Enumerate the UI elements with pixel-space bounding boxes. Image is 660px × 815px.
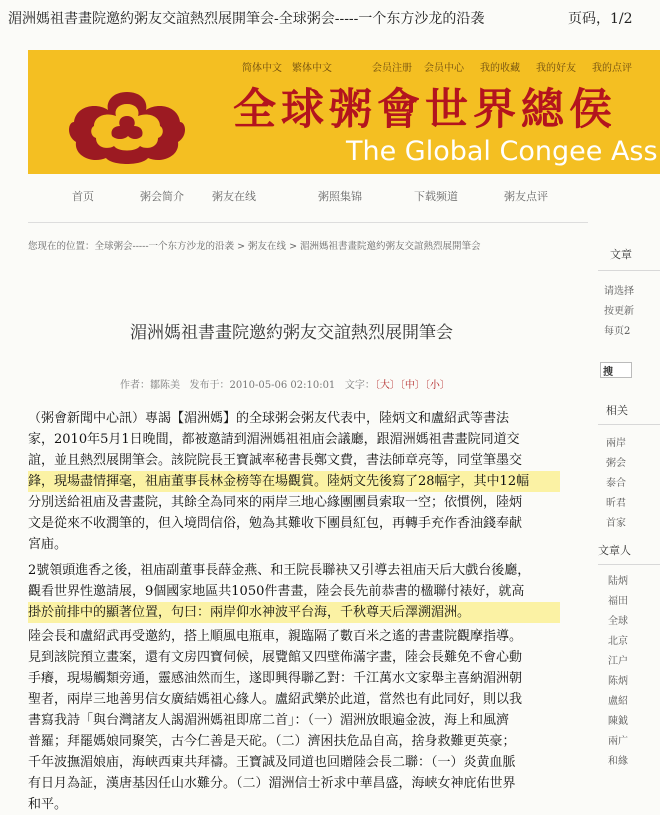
date-label: 发布于： (189, 380, 230, 391)
text-line: 誼，並且熱烈展開筆会。該院院長王寶誠率秘書長鄭文費，書法師章亮等，同堂筆墨交 (28, 453, 523, 468)
link-traditional-chinese[interactable]: 繁体中文 (292, 63, 332, 74)
right-sidebar (598, 230, 660, 795)
banner-title-chinese: 全球粥會世界總侯 (233, 85, 617, 135)
link-my-reviews[interactable]: 我的点评 (592, 63, 632, 74)
article-paragraph-1 (28, 408, 560, 555)
sidebar-person-item[interactable]: 北京 (608, 636, 628, 647)
link-member-center[interactable]: 会员中心 (424, 63, 464, 74)
font-size-large[interactable]: 〔大〕 (374, 380, 400, 391)
text-line: 千年波撫湄娘庙，海峡西東共拜禱。王寶誠及同道也回贈陸会長二聯：（一）炎黄血脈 (28, 755, 516, 770)
article-title: 湄洲媽祖書畫院邀約粥友交誼熱烈展開筆会 (130, 323, 453, 343)
sidebar-related-item[interactable]: 昕君 (606, 498, 626, 509)
sidebar-person-item[interactable]: 福田 (608, 596, 628, 607)
article-paragraph-3 (28, 626, 560, 815)
author-label: 作者： (120, 380, 150, 391)
sidebar-person-item[interactable]: 兩广 (608, 736, 628, 747)
sidebar-person-item[interactable]: 陆炳 (608, 576, 628, 587)
sidebar-per-page[interactable]: 每页2 (604, 326, 631, 337)
sidebar-heading-article: 文章 (610, 248, 632, 261)
article-meta (120, 376, 450, 391)
text-line: 和平。 (28, 797, 68, 812)
text-line: 陸会長和盧紹武再受邀約，搭上順風电瓶車，親臨隔了數百米之遙的書畫院觀摩指導。 (28, 629, 523, 644)
sidebar-person-item[interactable]: 全球 (608, 616, 628, 627)
nav-about[interactable]: 粥会简介 (140, 190, 184, 203)
sidebar-divider (598, 270, 660, 271)
sidebar-person-item[interactable]: 陈炳 (608, 676, 628, 687)
sidebar-related-item[interactable]: 粥会 (606, 458, 626, 469)
text-line: 分別送給祖庙及書畫院，其餘全為同來的兩岸三地心緣團團員索取一空；依慣例，陸炳 (28, 495, 523, 510)
link-simplified-chinese[interactable]: 简体中文 (242, 63, 282, 74)
text-line: 手癢，現場觸類旁通，靈感油然而生，遂即興得聯乙對：千江萬水文家舉主喜納湄洲朝 (28, 671, 523, 686)
nav-divider (28, 222, 588, 223)
text-line: 掛於前排中的顯著位置，句曰：兩岸仰水神波平台海，千秋尊天后澤溯湄洲。 (28, 602, 560, 623)
sidebar-divider (598, 424, 660, 425)
text-line: 普羅；拜罷媽娘同聚笑，古今仁善是天砣。（二）濟困扶危品自高，捨身救難更英豪； (28, 734, 516, 749)
text-line: 鋒，現場盡情揮毫，祖庙董事長林金榜等在場觀賞。陸炳文先後寫了28幅字，其中12幅 (28, 471, 560, 492)
link-member-register[interactable]: 会员注册 (372, 63, 412, 74)
text-line: 2號領頭進香之後，祖庙副董事長薛金燕、和王院長聯袂又引導去祖庙天后大戲台後廳， (28, 563, 531, 578)
text-line: 家，2010年5月1日晚間，都被邀請到湄洲媽祖祖庙会議廳，跟湄洲媽祖書畫院同道交 (28, 432, 520, 447)
sidebar-heading-people: 文章人 (598, 544, 631, 557)
text-line: 宮庙。 (28, 537, 68, 552)
breadcrumb[interactable]: 您现在的位置：全球粥会-----一个东方沙龙的沿袭 > 粥友在线 > 湄洲媽祖書畫院邀約粥友交誼熱烈展開筆会 (28, 241, 481, 252)
text-line: 見到該院預立畫案，還有文房四寶伺候，展覽館又四壁佈滿字畫，陸会長難免不會心動 (28, 650, 523, 665)
sidebar-sort-by-update[interactable]: 按更新 (604, 306, 634, 317)
sidebar-person-item[interactable]: 盧紹 (608, 696, 628, 707)
text-line: 聖者，兩岸三地善男信女廣結媽祖心緣人。盧紹武樂於此道，當然也有此同好，則以我 (28, 692, 523, 707)
nav-friends-online[interactable]: 粥友在线 (212, 190, 256, 203)
sidebar-sort-select[interactable]: 请选择 (604, 286, 634, 297)
publish-date: 2010-05-06 02:10:01 (229, 380, 336, 391)
text-line: 書寫我詩「與台灣諸友人謁湄洲媽祖即席二首」：（一）湄洲放眼遍金波，海上和風濟 (28, 713, 510, 728)
font-size-medium[interactable]: 〔中〕 (399, 380, 425, 391)
sidebar-related-item[interactable]: 兩岸 (606, 438, 626, 449)
text-line: 觀看世界性邀請展，9個國家地區共1050件書畫，陸会長先前恭書的楹聯付裱好，就高 (28, 584, 525, 599)
text-line: 有日月為証，漢唐基因任山水難分。（二）湄洲信士祈求中華昌盛，海峡女神庇佑世界 (28, 776, 516, 791)
link-my-friends[interactable]: 我的好友 (536, 63, 576, 74)
nav-downloads[interactable]: 下载频道 (414, 190, 458, 203)
page-number: 页码，1/2 (568, 11, 633, 27)
font-size-small[interactable]: 〔小〕 (424, 380, 450, 391)
sidebar-search-button[interactable] (600, 362, 632, 378)
sidebar-person-item[interactable]: 和緣 (608, 756, 628, 767)
nav-home[interactable]: 首页 (72, 190, 94, 203)
sidebar-heading-related: 相关 (606, 404, 628, 417)
site-banner (28, 50, 660, 174)
nav-reviews[interactable]: 粥友点评 (504, 190, 548, 203)
text-line: 文是從來不收潤筆的，但入境問信俗，勉為其難收下團員紅包，再轉手充作香油錢奉献 (28, 516, 523, 531)
banner-title-english: The Global Congee Ass (346, 136, 658, 167)
sidebar-divider (598, 564, 660, 565)
congee-society-logo (62, 86, 192, 168)
author-name: 鄒陈美 (150, 380, 180, 391)
document-header-title: 湄洲媽祖書畫院邀約粥友交誼熱烈展開筆会-全球粥会-----一个东方沙龙的沿袭 (8, 11, 485, 27)
article-paragraph-2 (28, 560, 560, 623)
text-line: （粥會新聞中心訊）專謁【湄洲媽】的全球粥会粥友代表中，陸炳文和盧紹武等書法 (28, 411, 510, 426)
text-size-label: 文字： (344, 380, 375, 391)
sidebar-person-item[interactable]: 陳鉞 (608, 716, 628, 727)
sidebar-related-item[interactable]: 泰合 (606, 478, 626, 489)
nav-photo-gallery[interactable]: 粥照集锦 (318, 190, 362, 203)
link-my-favorites[interactable]: 我的收藏 (480, 63, 520, 74)
sidebar-person-item[interactable]: 江户 (608, 656, 628, 667)
search-label: 搜 (603, 367, 613, 378)
sidebar-related-item[interactable]: 首家 (606, 518, 626, 529)
